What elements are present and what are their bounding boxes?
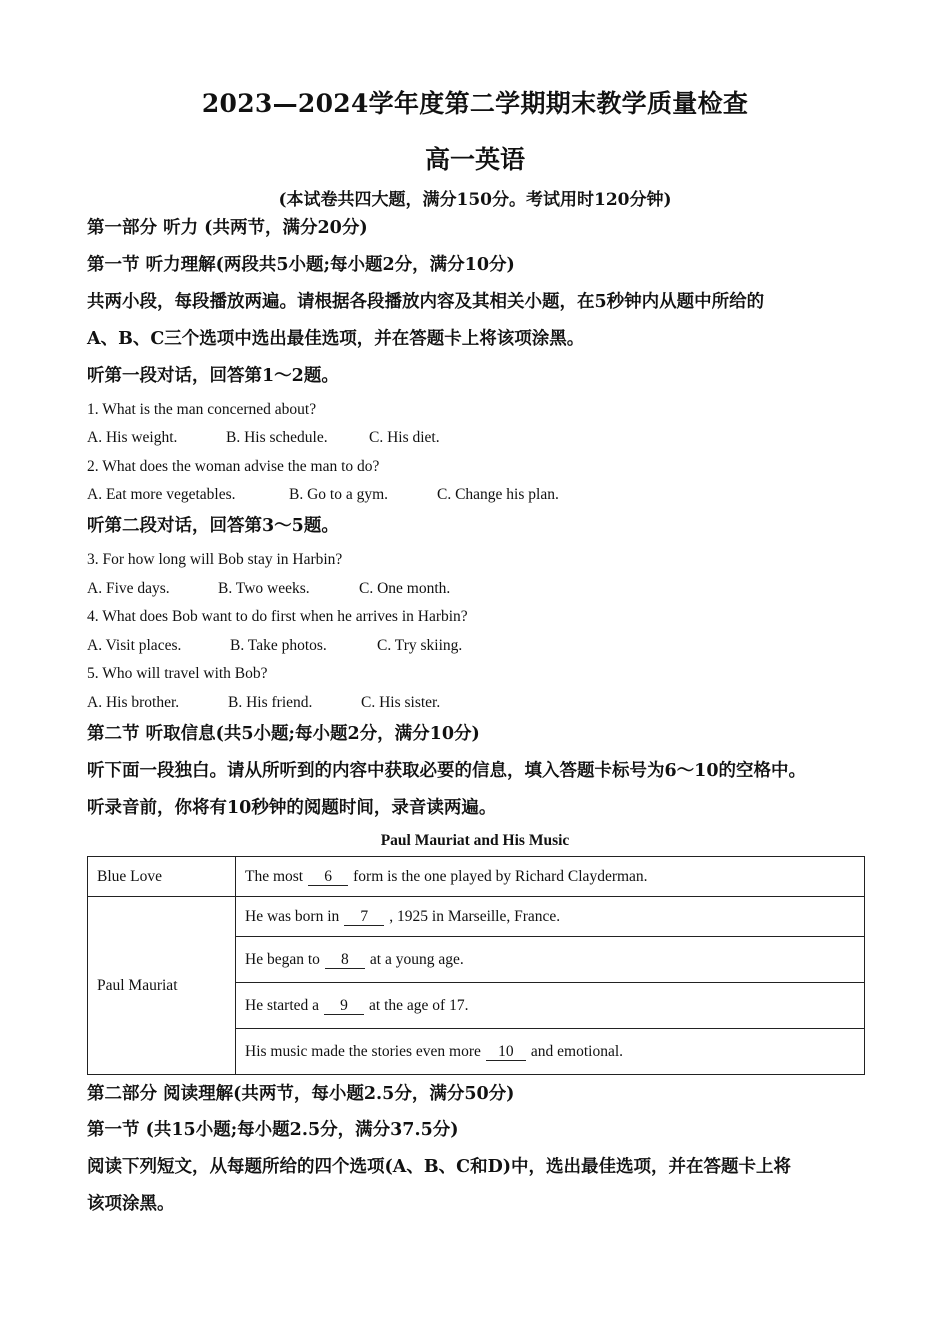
blank-8: 8 [325, 952, 365, 969]
cell-text-pre: He started a [245, 996, 320, 1014]
part1-heading: 第一部分 听力 (共两节，满分20分) [87, 218, 368, 238]
question-stem: 1. What is the man concerned about? [87, 401, 317, 418]
option-b: B. His friend. [228, 694, 313, 711]
table-label-paul-mauriat: Paul Mauriat [88, 897, 236, 1075]
cell-text-post: at a young age. [369, 950, 464, 968]
table-cell [236, 857, 865, 897]
option-a: A. Visit places. [87, 637, 182, 654]
question-stem: 2. What does the woman advise the man to do? [87, 458, 380, 475]
table-caption: Paul Mauriat and His Music [380, 832, 570, 849]
option-c: C. Change his plan. [437, 486, 559, 503]
section1-heading: 第一节 听力理解(两段共5小题;每小题2分，满分10分) [87, 255, 515, 275]
info-table [87, 856, 865, 1075]
section1-instruction-2: A、B、C三个选项中选出最佳选项，并在答题卡上将该项涂黑。 [87, 329, 585, 349]
cell-text-pre: He began to [245, 950, 320, 968]
option-c: C. His sister. [361, 694, 441, 711]
option-b: B. His schedule. [226, 429, 328, 446]
table-cell [236, 897, 865, 937]
question-options [87, 486, 559, 504]
dialogue1-heading: 听第一段对话，回答第1～2题。 [87, 366, 339, 386]
cell-text-pre: His music made the stories even more [245, 1042, 481, 1060]
option-c: C. One month. [359, 580, 451, 597]
dialogue2-heading: 听第二段对话，回答第3～5题。 [87, 516, 339, 536]
part2-section1-heading: 第一节 (共15小题;每小题2.5分，满分37.5分) [87, 1120, 459, 1140]
option-c: C. Try skiing. [377, 637, 463, 654]
cell-text-post: , 1925 in Marseille, France. [389, 907, 561, 925]
blank-6: 6 [308, 869, 348, 886]
option-a: A. Five days. [87, 580, 170, 597]
section2-instruction-2: 听录音前，你将有10秒钟的阅题时间，录音读两遍。 [87, 798, 497, 818]
option-b: B. Two weeks. [218, 580, 310, 597]
blank-7: 7 [344, 909, 384, 926]
question-options [87, 637, 462, 655]
table-row [88, 897, 865, 937]
option-b: B. Go to a gym. [289, 486, 389, 503]
blank-9: 9 [324, 998, 364, 1015]
cell-text-post: form is the one played by Richard Clayderman. [353, 867, 648, 885]
part2-instruction-1: 阅读下列短文，从每题所给的四个选项(A、B、C和D)中，选出最佳选项，并在答题卡上将 [87, 1157, 792, 1177]
cell-text-pre: The most [245, 867, 304, 885]
cell-text-post: at the age of 17. [369, 996, 469, 1014]
section2-heading: 第二节 听取信息(共5小题;每小题2分，满分10分) [87, 724, 480, 744]
section2-instruction-1: 听下面一段独白。请从所听到的内容中获取必要的信息，填入答题卡标号为6～10的空格中。 [87, 761, 807, 781]
question-options [87, 694, 440, 712]
question-stem: 4. What does Bob want to do first when he arrives in Harbin? [87, 608, 468, 625]
option-b: B. Take photos. [230, 637, 327, 654]
cell-text-pre: He was born in [245, 907, 340, 925]
exam-title: 2023—2024学年度第二学期期末教学质量检查 [201, 89, 749, 118]
question-options [87, 429, 440, 447]
part2-instruction-2: 该项涂黑。 [87, 1194, 175, 1214]
part2-heading: 第二部分 阅读理解(共两节，每小题2.5分，满分50分) [87, 1084, 515, 1104]
cell-text-post: and emotional. [530, 1042, 624, 1060]
table-label-blue-love: Blue Love [88, 857, 236, 897]
section1-instruction-1: 共两小段，每段播放两遍。请根据各段播放内容及其相关小题，在5秒钟内从题中所给的 [87, 292, 765, 312]
question-stem: 5. Who will travel with Bob? [87, 665, 268, 682]
option-c: C. His diet. [369, 429, 440, 446]
subject-title: 高一英语 [424, 145, 525, 174]
question-options [87, 580, 450, 598]
option-a: A. Eat more vegetables. [87, 486, 236, 503]
table-row [88, 857, 865, 897]
option-a: A. His weight. [87, 429, 178, 446]
question-stem: 3. For how long will Bob stay in Harbin? [87, 551, 343, 568]
table-cell [236, 1029, 865, 1075]
option-a: A. His brother. [87, 694, 180, 711]
blank-10: 10 [486, 1044, 526, 1061]
exam-note: (本试卷共四大题，满分150分。考试用时120分钟) [278, 190, 672, 210]
table-cell [236, 983, 865, 1029]
table-cell [236, 937, 865, 983]
